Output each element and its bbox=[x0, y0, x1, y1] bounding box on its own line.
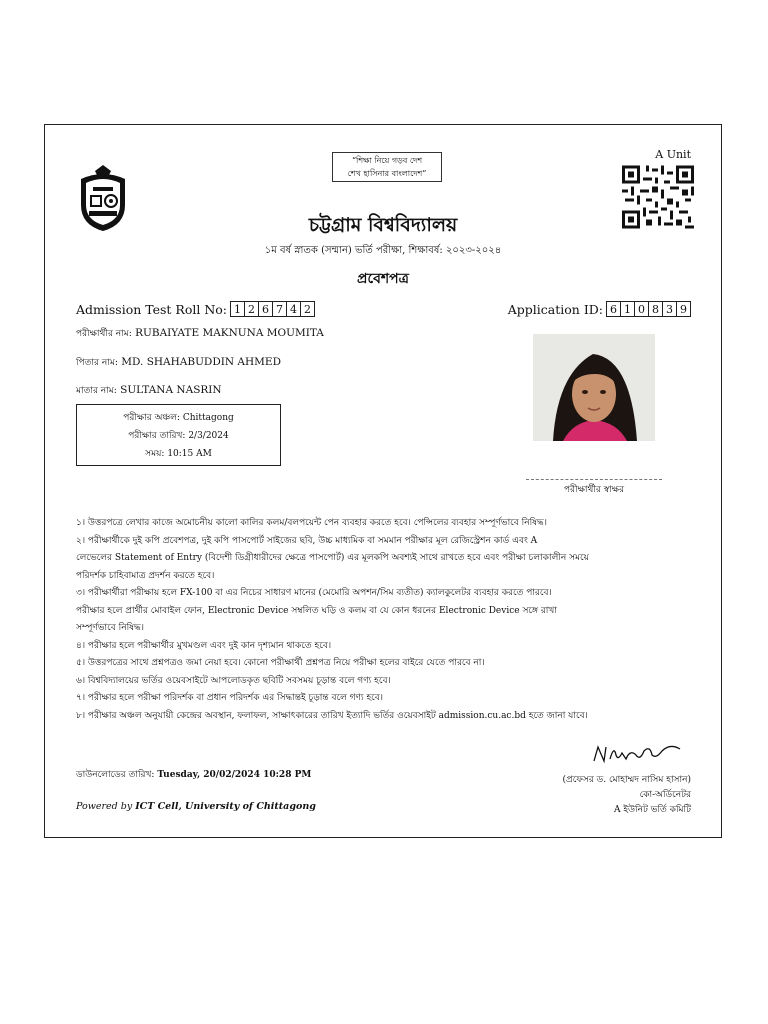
powered-by-org: ICT Cell, University of Chittagong bbox=[135, 801, 316, 812]
mother-name-label: মাতার নাম: bbox=[76, 386, 117, 396]
download-date-value: Tuesday, 20/02/2024 10:28 PM bbox=[157, 770, 312, 780]
roll-digit: 2 bbox=[300, 301, 315, 317]
exam-title: ১ম বর্ষ স্নাতক (সম্মান) ভর্তি পরীক্ষা, শিক্ষাবর্ষ: ২০২৩-২০২৪ bbox=[264, 245, 502, 256]
candidate-name-field bbox=[76, 326, 324, 341]
university-name: চট্টগ্রাম বিশ্ববিদ্যালয় bbox=[308, 214, 458, 236]
coordinator-signature bbox=[590, 737, 685, 767]
application-digit: 6 bbox=[606, 301, 621, 317]
instructions-list bbox=[76, 515, 698, 725]
exam-date-value: 2/3/2024 bbox=[188, 431, 229, 441]
roll-digit: 7 bbox=[272, 301, 287, 317]
powered-by-prefix: Powered by bbox=[76, 801, 133, 812]
instruction-line: ৮। পরীক্ষার অঞ্চল অনুযায়ী কেন্দ্রের অবস্থান, ফলাফল, সাক্ষাৎকারের তারিখ ইত্যাদি ভর্তির ওয়েবসাইট admission.cu.ac.bd হতে জানা যাবে। bbox=[76, 710, 588, 721]
roll-digit: 2 bbox=[244, 301, 259, 317]
slogan-line-1: “শিক্ষা নিয়ে গড়ব দেশ bbox=[351, 156, 423, 165]
download-date bbox=[76, 767, 311, 782]
roll-digit: 1 bbox=[230, 301, 245, 317]
instruction-line: ১। উত্তরপত্রে লেখার কাজে অমোচনীয় কালো কালির কলম/বলপয়েন্ট পেন ব্যবহার করতে হবে। পেন্সিলের ব্যবহার সম্পূর্ণভাবে নিষিদ্ধ। bbox=[76, 518, 547, 528]
admit-card-title: প্রবেশপত্র bbox=[357, 271, 409, 287]
father-name-field bbox=[76, 355, 281, 370]
unit-label: A Unit bbox=[655, 148, 691, 161]
instruction-line: ৪। পরীক্ষার হলে পরীক্ষার্থীর মুখমণ্ডল এবং দুই কান দৃশ্যমান থাকতে হবে। bbox=[76, 640, 332, 651]
application-digit: 3 bbox=[662, 301, 677, 317]
exam-date bbox=[77, 427, 280, 445]
candidate-signature-label: পরীক্ষার্থীর স্বাক্ষর bbox=[563, 485, 625, 495]
application-digit: 1 bbox=[620, 301, 635, 317]
instruction-line: পরীক্ষার হলে প্রার্থীর মোবাইল ফোন, Electronic Device সম্বলিত ঘড়ি ও কলম বা যে কোন ধরনের Electronic Device সঙ্গে রাখা bbox=[76, 605, 557, 616]
instruction-line: ২। পরীক্ষার্থীকে দুই কপি প্রবেশপত্র, দুই কপি পাসপোর্ট সাইজের ছবি, উচ্চ মাধ্যমিক বা সমমান পরীক্ষার মূল রেজিস্ট্রেশন কার্ড এবং A bbox=[76, 535, 538, 546]
mother-name-value: SULTANA NASRIN bbox=[120, 384, 222, 396]
instruction-line: ৬। বিশ্ববিদ্যালয়ের ভর্তির ওয়েবসাইটে আপলোডকৃত ছবিটি সবসময় চূড়ান্ত বলে গণ্য হবে। bbox=[76, 675, 391, 686]
roll-digit: 6 bbox=[258, 301, 273, 317]
application-digit: 9 bbox=[676, 301, 691, 317]
instruction-line: ৭। পরীক্ষার হলে পরীক্ষা পরিদর্শক বা প্রধান পরিদর্শক এর সিদ্ধান্তই চূড়ান্ত বলে গণ্য হবে। bbox=[76, 693, 384, 703]
signer-block bbox=[562, 773, 691, 818]
roll-digits bbox=[230, 301, 315, 317]
candidate-photo bbox=[533, 334, 655, 441]
roll-digit: 4 bbox=[286, 301, 301, 317]
exam-time-label: সময়: bbox=[145, 449, 165, 459]
slogan-box bbox=[332, 152, 442, 182]
roll-label: Admission Test Roll No: bbox=[76, 301, 228, 317]
roll-number-row bbox=[76, 301, 315, 317]
exam-date-label: পরীক্ষার তারিখ: bbox=[128, 431, 186, 441]
application-digit: 0 bbox=[634, 301, 649, 317]
application-label: Application ID: bbox=[507, 301, 603, 317]
instruction-line: ৩। পরীক্ষার্থীরা পরীক্ষায় হলে FX-100 বা এর নিচের সাধারণ মানের (মেমোরি অপশন/সিম ব্যতীত) ক্যালকুলেটর ব্যবহার করতে পারবে। bbox=[76, 588, 552, 598]
powered-by bbox=[76, 801, 316, 812]
mother-name-field bbox=[76, 383, 222, 398]
exam-zone-label: পরীক্ষার অঞ্চল: bbox=[123, 413, 180, 423]
admit-card bbox=[44, 124, 722, 838]
signer-role: কো-অর্ডিনেটর bbox=[639, 790, 691, 800]
signature-line bbox=[526, 479, 662, 480]
candidate-name-value: RUBAIYATE MAKNUNA MOUMITA bbox=[135, 327, 324, 339]
application-digits bbox=[606, 301, 691, 317]
application-digit: 8 bbox=[648, 301, 663, 317]
application-id-row bbox=[508, 301, 691, 317]
instruction-line: লেভেলের Statement of Entry (বিদেশী ডিগ্রীধারীদের ক্ষেত্রে পাসপোর্ট) এর মূলকপি অবশ্যই সাথে রাখতে হবে এবং পরীক্ষা চলাকালীন সময়ে bbox=[76, 553, 589, 563]
instruction-line: পরিদর্শক চাহিবামাত্র প্রদর্শন করতে হবে। bbox=[76, 570, 215, 581]
instruction-line: সম্পূর্ণভাবে নিষিদ্ধ। bbox=[76, 623, 144, 633]
signer-committee: A ইউনিট ভর্তি কমিটি bbox=[613, 805, 691, 815]
exam-zone-value: Chittagong bbox=[182, 413, 234, 423]
exam-time bbox=[77, 445, 280, 463]
download-date-label: ডাউনলোডের তারিখ: bbox=[76, 770, 155, 780]
father-name-label: পিতার নাম: bbox=[76, 358, 118, 368]
exam-time-value: 10:15 AM bbox=[167, 449, 212, 459]
father-name-value: MD. SHAHABUDDIN AHMED bbox=[121, 356, 282, 368]
slogan-line-2: শেখ হাসিনার বাংলাদেশ” bbox=[347, 169, 427, 178]
signer-name: (প্রফেসর ড. মোহাম্মদ নাসিম হাসান) bbox=[562, 775, 691, 785]
instruction-line: ৫। উত্তরপত্রের সাথে প্রশ্নপত্রও জমা নেয়া হবে। কোনো পরীক্ষার্থী প্রশ্নপত্র নিয়ে পরীক্ষা হলের বাইরে যেতে পারবে না। bbox=[76, 658, 485, 668]
candidate-name-label: পরীক্ষার্থীর নাম: bbox=[76, 329, 132, 339]
exam-zone bbox=[77, 409, 280, 427]
exam-info-box bbox=[76, 404, 281, 466]
